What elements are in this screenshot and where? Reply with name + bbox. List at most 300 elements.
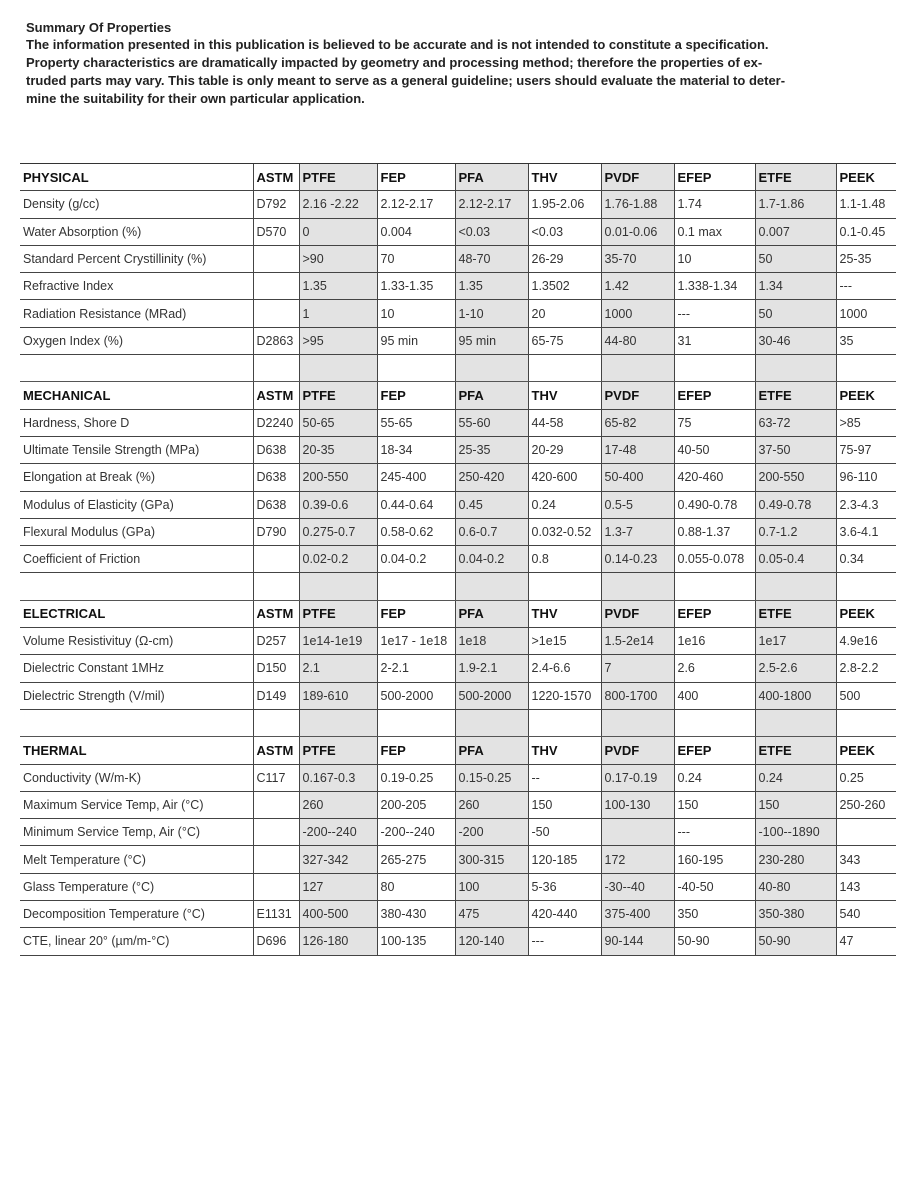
value-cell: >95 [299, 327, 377, 354]
astm-cell: D638 [253, 436, 299, 463]
spacer-cell [755, 573, 836, 600]
value-cell: 2.16 -2.22 [299, 191, 377, 218]
value-cell: 50 [755, 245, 836, 272]
table-row [20, 546, 896, 573]
value-cell: 1e16 [674, 628, 755, 655]
property-label: Radiation Resistance (MRad) [20, 300, 253, 327]
value-cell: 200-205 [377, 791, 455, 818]
spacer-cell [20, 573, 253, 600]
intro-line: Property characteristics are dramatically impacted by geometry and processing method; therefore the properties of ex- [26, 55, 763, 70]
property-label: Dielectric Constant 1MHz [20, 655, 253, 682]
property-label: Glass Temperature (°C) [20, 873, 253, 900]
value-cell: 400-500 [299, 901, 377, 928]
spacer-cell [836, 709, 896, 736]
value-cell: 350-380 [755, 901, 836, 928]
value-cell: 4.9e16 [836, 628, 896, 655]
value-cell: -200 [455, 819, 528, 846]
table-row [20, 791, 896, 818]
value-cell: 2.1 [299, 655, 377, 682]
property-label: Water Absorption (%) [20, 218, 253, 245]
column-header: THV [528, 600, 601, 627]
value-cell: 75-97 [836, 436, 896, 463]
value-cell: 420-460 [674, 464, 755, 491]
value-cell: 380-430 [377, 901, 455, 928]
intro-line: mine the suitability for their own particular application. [26, 91, 365, 106]
value-cell: 375-400 [601, 901, 674, 928]
value-cell: 1e17 [755, 628, 836, 655]
value-cell: 48-70 [455, 245, 528, 272]
value-cell: 2.12-2.17 [377, 191, 455, 218]
value-cell: 0.01-0.06 [601, 218, 674, 245]
value-cell: 400-1800 [755, 682, 836, 709]
spacer-cell [674, 355, 755, 382]
value-cell: 250-260 [836, 791, 896, 818]
value-cell: 0.24 [674, 764, 755, 791]
value-cell: 1.74 [674, 191, 755, 218]
astm-cell: D257 [253, 628, 299, 655]
column-header: THV [528, 737, 601, 764]
spacer-cell [299, 709, 377, 736]
property-label: Modulus of Elasticity (GPa) [20, 491, 253, 518]
table-row [20, 436, 896, 463]
value-cell: 1.5-2e14 [601, 628, 674, 655]
value-cell: 1.42 [601, 273, 674, 300]
value-cell: 2.5-2.6 [755, 655, 836, 682]
value-cell: 126-180 [299, 928, 377, 955]
property-label: Elongation at Break (%) [20, 464, 253, 491]
property-label: Flexural Modulus (GPa) [20, 518, 253, 545]
value-cell: 18-34 [377, 436, 455, 463]
value-cell: 0.49-0.78 [755, 491, 836, 518]
value-cell: 2.4-6.6 [528, 655, 601, 682]
column-header: PVDF [601, 382, 674, 409]
astm-cell: D149 [253, 682, 299, 709]
spacer-cell [601, 355, 674, 382]
astm-cell: D792 [253, 191, 299, 218]
property-label: Hardness, Shore D [20, 409, 253, 436]
value-cell: -200--240 [299, 819, 377, 846]
value-cell: 0.8 [528, 546, 601, 573]
property-label: CTE, linear 20° (µm/m-°C) [20, 928, 253, 955]
value-cell: 260 [455, 791, 528, 818]
value-cell: 0.490-0.78 [674, 491, 755, 518]
column-header: PEEK [836, 600, 896, 627]
value-cell: <0.03 [455, 218, 528, 245]
property-label: Decomposition Temperature (°C) [20, 901, 253, 928]
value-cell: 95 min [455, 327, 528, 354]
value-cell: 189-610 [299, 682, 377, 709]
spacer-cell [253, 573, 299, 600]
value-cell: --- [674, 819, 755, 846]
column-header: FEP [377, 600, 455, 627]
column-header: ASTM [253, 164, 299, 191]
value-cell: 70 [377, 245, 455, 272]
column-header: PVDF [601, 600, 674, 627]
value-cell: 65-82 [601, 409, 674, 436]
value-cell: 96-110 [836, 464, 896, 491]
value-cell: 44-58 [528, 409, 601, 436]
value-cell: 0.45 [455, 491, 528, 518]
table-row [20, 327, 896, 354]
spacer-cell [455, 709, 528, 736]
intro-line: truded parts may vary. This table is only meant to serve as a general guideline; users should evaluate the material to deter- [26, 73, 786, 88]
property-label: Melt Temperature (°C) [20, 846, 253, 873]
property-label: Density (g/cc) [20, 191, 253, 218]
column-header: PTFE [299, 600, 377, 627]
value-cell: 0.167-0.3 [299, 764, 377, 791]
value-cell: 0.5-5 [601, 491, 674, 518]
spacer-cell [253, 355, 299, 382]
value-cell: --- [528, 928, 601, 955]
value-cell: -30--40 [601, 873, 674, 900]
astm-cell: D638 [253, 464, 299, 491]
value-cell: 230-280 [755, 846, 836, 873]
table-row [20, 273, 896, 300]
table-row [20, 873, 896, 900]
value-cell: 1e14-1e19 [299, 628, 377, 655]
value-cell: 0.055-0.078 [674, 546, 755, 573]
value-cell: >1e15 [528, 628, 601, 655]
property-label: Refractive Index [20, 273, 253, 300]
value-cell: 1-10 [455, 300, 528, 327]
spacer-cell [528, 355, 601, 382]
spacer-cell [377, 709, 455, 736]
value-cell: 0.88-1.37 [674, 518, 755, 545]
table-row [20, 682, 896, 709]
column-header: PFA [455, 737, 528, 764]
value-cell: 0.6-0.7 [455, 518, 528, 545]
value-cell: 327-342 [299, 846, 377, 873]
value-cell: 47 [836, 928, 896, 955]
section-title: PHYSICAL [20, 164, 253, 191]
column-header: ETFE [755, 164, 836, 191]
column-header: PEEK [836, 164, 896, 191]
value-cell: 2.12-2.17 [455, 191, 528, 218]
value-cell: -- [528, 764, 601, 791]
astm-cell: D638 [253, 491, 299, 518]
value-cell: 160-195 [674, 846, 755, 873]
value-cell: 127 [299, 873, 377, 900]
table-row [20, 464, 896, 491]
value-cell: 245-400 [377, 464, 455, 491]
table-row [20, 218, 896, 245]
value-cell: 120-140 [455, 928, 528, 955]
value-cell: 1.1-1.48 [836, 191, 896, 218]
value-cell: 0.24 [755, 764, 836, 791]
value-cell: 1000 [601, 300, 674, 327]
value-cell: 400 [674, 682, 755, 709]
value-cell: 40-80 [755, 873, 836, 900]
spacer-cell [455, 355, 528, 382]
value-cell: 200-550 [299, 464, 377, 491]
value-cell: 0.44-0.64 [377, 491, 455, 518]
value-cell: 1.35 [299, 273, 377, 300]
section-spacer-row [20, 355, 896, 382]
value-cell: 10 [674, 245, 755, 272]
value-cell: 50-90 [755, 928, 836, 955]
table-row [20, 901, 896, 928]
value-cell: 80 [377, 873, 455, 900]
column-header: FEP [377, 382, 455, 409]
spacer-cell [674, 709, 755, 736]
value-cell: >85 [836, 409, 896, 436]
table-row [20, 764, 896, 791]
value-cell: 10 [377, 300, 455, 327]
value-cell: 7 [601, 655, 674, 682]
value-cell: 50 [755, 300, 836, 327]
section-header-row [20, 737, 896, 764]
spacer-cell [455, 573, 528, 600]
value-cell: 143 [836, 873, 896, 900]
astm-cell [253, 791, 299, 818]
property-label: Minimum Service Temp, Air (°C) [20, 819, 253, 846]
properties-table [20, 163, 896, 956]
value-cell: -40-50 [674, 873, 755, 900]
table-row [20, 300, 896, 327]
value-cell: 300-315 [455, 846, 528, 873]
spacer-cell [377, 573, 455, 600]
section-header-row [20, 382, 896, 409]
spacer-cell [601, 709, 674, 736]
column-header: THV [528, 382, 601, 409]
value-cell: 50-400 [601, 464, 674, 491]
value-cell: 1.34 [755, 273, 836, 300]
astm-cell: D2240 [253, 409, 299, 436]
astm-cell: D790 [253, 518, 299, 545]
value-cell: 0.05-0.4 [755, 546, 836, 573]
spacer-cell [755, 355, 836, 382]
value-cell: 2.8-2.2 [836, 655, 896, 682]
column-header: ASTM [253, 382, 299, 409]
value-cell: 1e17 - 1e18 [377, 628, 455, 655]
astm-cell: D570 [253, 218, 299, 245]
value-cell: 0.275-0.7 [299, 518, 377, 545]
table-row [20, 245, 896, 272]
section-title: THERMAL [20, 737, 253, 764]
table-row [20, 819, 896, 846]
value-cell: 26-29 [528, 245, 601, 272]
value-cell: 20-35 [299, 436, 377, 463]
value-cell [836, 819, 896, 846]
value-cell: 100-130 [601, 791, 674, 818]
astm-cell: E1131 [253, 901, 299, 928]
column-header: EFEP [674, 737, 755, 764]
astm-cell [253, 846, 299, 873]
value-cell: 500-2000 [377, 682, 455, 709]
spacer-cell [836, 573, 896, 600]
value-cell: -50 [528, 819, 601, 846]
column-header: PTFE [299, 164, 377, 191]
value-cell: 37-50 [755, 436, 836, 463]
column-header: THV [528, 164, 601, 191]
spacer-cell [299, 573, 377, 600]
column-header: FEP [377, 737, 455, 764]
value-cell: --- [674, 300, 755, 327]
value-cell: 0.24 [528, 491, 601, 518]
column-header: PTFE [299, 737, 377, 764]
value-cell: -200--240 [377, 819, 455, 846]
astm-cell [253, 873, 299, 900]
value-cell: 120-185 [528, 846, 601, 873]
value-cell: 540 [836, 901, 896, 928]
value-cell: 0.04-0.2 [455, 546, 528, 573]
value-cell: 0.7-1.2 [755, 518, 836, 545]
table-row [20, 518, 896, 545]
column-header: ETFE [755, 600, 836, 627]
value-cell: 35 [836, 327, 896, 354]
value-cell: 0.39-0.6 [299, 491, 377, 518]
column-header: PTFE [299, 382, 377, 409]
intro-block [26, 19, 896, 108]
value-cell: 50-65 [299, 409, 377, 436]
spacer-cell [836, 355, 896, 382]
spacer-cell [299, 355, 377, 382]
value-cell: 1.3502 [528, 273, 601, 300]
column-header: PVDF [601, 737, 674, 764]
column-header: PEEK [836, 382, 896, 409]
value-cell: 20 [528, 300, 601, 327]
property-label: Dielectric Strength (V/mil) [20, 682, 253, 709]
value-cell: 343 [836, 846, 896, 873]
property-label: Volume Resistivituy (Ω-cm) [20, 628, 253, 655]
value-cell: 200-550 [755, 464, 836, 491]
column-header: ETFE [755, 382, 836, 409]
spacer-cell [601, 573, 674, 600]
value-cell: 0.1 max [674, 218, 755, 245]
column-header: ASTM [253, 737, 299, 764]
value-cell: 25-35 [455, 436, 528, 463]
value-cell: 1.9-2.1 [455, 655, 528, 682]
property-label: Coefficient of Friction [20, 546, 253, 573]
value-cell: 25-35 [836, 245, 896, 272]
section-spacer-row [20, 709, 896, 736]
column-header: EFEP [674, 164, 755, 191]
table-row [20, 928, 896, 955]
spacer-cell [377, 355, 455, 382]
value-cell: 90-144 [601, 928, 674, 955]
value-cell: 63-72 [755, 409, 836, 436]
value-cell: 75 [674, 409, 755, 436]
section-title: ELECTRICAL [20, 600, 253, 627]
section-spacer-row [20, 573, 896, 600]
column-header: PEEK [836, 737, 896, 764]
value-cell: 1.338-1.34 [674, 273, 755, 300]
value-cell: 1.3-7 [601, 518, 674, 545]
value-cell: 95 min [377, 327, 455, 354]
value-cell: 100-135 [377, 928, 455, 955]
spacer-cell [528, 573, 601, 600]
column-header: PFA [455, 382, 528, 409]
property-label: Standard Percent Crystillinity (%) [20, 245, 253, 272]
value-cell: 0.04-0.2 [377, 546, 455, 573]
value-cell: 65-75 [528, 327, 601, 354]
astm-cell: C117 [253, 764, 299, 791]
value-cell [601, 819, 674, 846]
astm-cell [253, 546, 299, 573]
property-label: Conductivity (W/m-K) [20, 764, 253, 791]
value-cell: 1e18 [455, 628, 528, 655]
value-cell: 350 [674, 901, 755, 928]
value-cell: 44-80 [601, 327, 674, 354]
value-cell: 100 [455, 873, 528, 900]
value-cell: 475 [455, 901, 528, 928]
value-cell: 50-90 [674, 928, 755, 955]
value-cell: 150 [674, 791, 755, 818]
value-cell: 20-29 [528, 436, 601, 463]
spacer-cell [20, 355, 253, 382]
value-cell: 0.1-0.45 [836, 218, 896, 245]
value-cell: 250-420 [455, 464, 528, 491]
value-cell: 0.25 [836, 764, 896, 791]
value-cell: 420-440 [528, 901, 601, 928]
value-cell: 0.007 [755, 218, 836, 245]
value-cell: 2-2.1 [377, 655, 455, 682]
spacer-cell [20, 709, 253, 736]
section-title: MECHANICAL [20, 382, 253, 409]
column-header: PVDF [601, 164, 674, 191]
spacer-cell [253, 709, 299, 736]
astm-cell: D696 [253, 928, 299, 955]
spacer-cell [755, 709, 836, 736]
value-cell: 2.3-4.3 [836, 491, 896, 518]
property-label: Maximum Service Temp, Air (°C) [20, 791, 253, 818]
astm-cell [253, 273, 299, 300]
column-header: PFA [455, 600, 528, 627]
value-cell: 150 [755, 791, 836, 818]
value-cell: 0 [299, 218, 377, 245]
value-cell: 1.95-2.06 [528, 191, 601, 218]
value-cell: <0.03 [528, 218, 601, 245]
value-cell: 17-48 [601, 436, 674, 463]
value-cell: 0.14-0.23 [601, 546, 674, 573]
table-row [20, 846, 896, 873]
value-cell: 0.004 [377, 218, 455, 245]
spacer-cell [528, 709, 601, 736]
column-header: FEP [377, 164, 455, 191]
value-cell: 0.032-0.52 [528, 518, 601, 545]
astm-cell [253, 300, 299, 327]
value-cell: --- [836, 273, 896, 300]
column-header: EFEP [674, 382, 755, 409]
value-cell: 35-70 [601, 245, 674, 272]
section-header-row [20, 600, 896, 627]
value-cell: -100--1890 [755, 819, 836, 846]
value-cell: 1000 [836, 300, 896, 327]
table-row [20, 628, 896, 655]
section-header-row [20, 164, 896, 191]
value-cell: 0.19-0.25 [377, 764, 455, 791]
table-row [20, 191, 896, 218]
value-cell: 2.6 [674, 655, 755, 682]
table-row [20, 655, 896, 682]
astm-cell [253, 819, 299, 846]
value-cell: 260 [299, 791, 377, 818]
value-cell: 30-46 [755, 327, 836, 354]
value-cell: 40-50 [674, 436, 755, 463]
value-cell: 500-2000 [455, 682, 528, 709]
astm-cell: D150 [253, 655, 299, 682]
value-cell: 55-60 [455, 409, 528, 436]
value-cell: 420-600 [528, 464, 601, 491]
column-header: ETFE [755, 737, 836, 764]
value-cell: 0.17-0.19 [601, 764, 674, 791]
value-cell: 1 [299, 300, 377, 327]
value-cell: 31 [674, 327, 755, 354]
property-label: Ultimate Tensile Strength (MPa) [20, 436, 253, 463]
value-cell: 55-65 [377, 409, 455, 436]
column-header: ASTM [253, 600, 299, 627]
value-cell: 1220-1570 [528, 682, 601, 709]
